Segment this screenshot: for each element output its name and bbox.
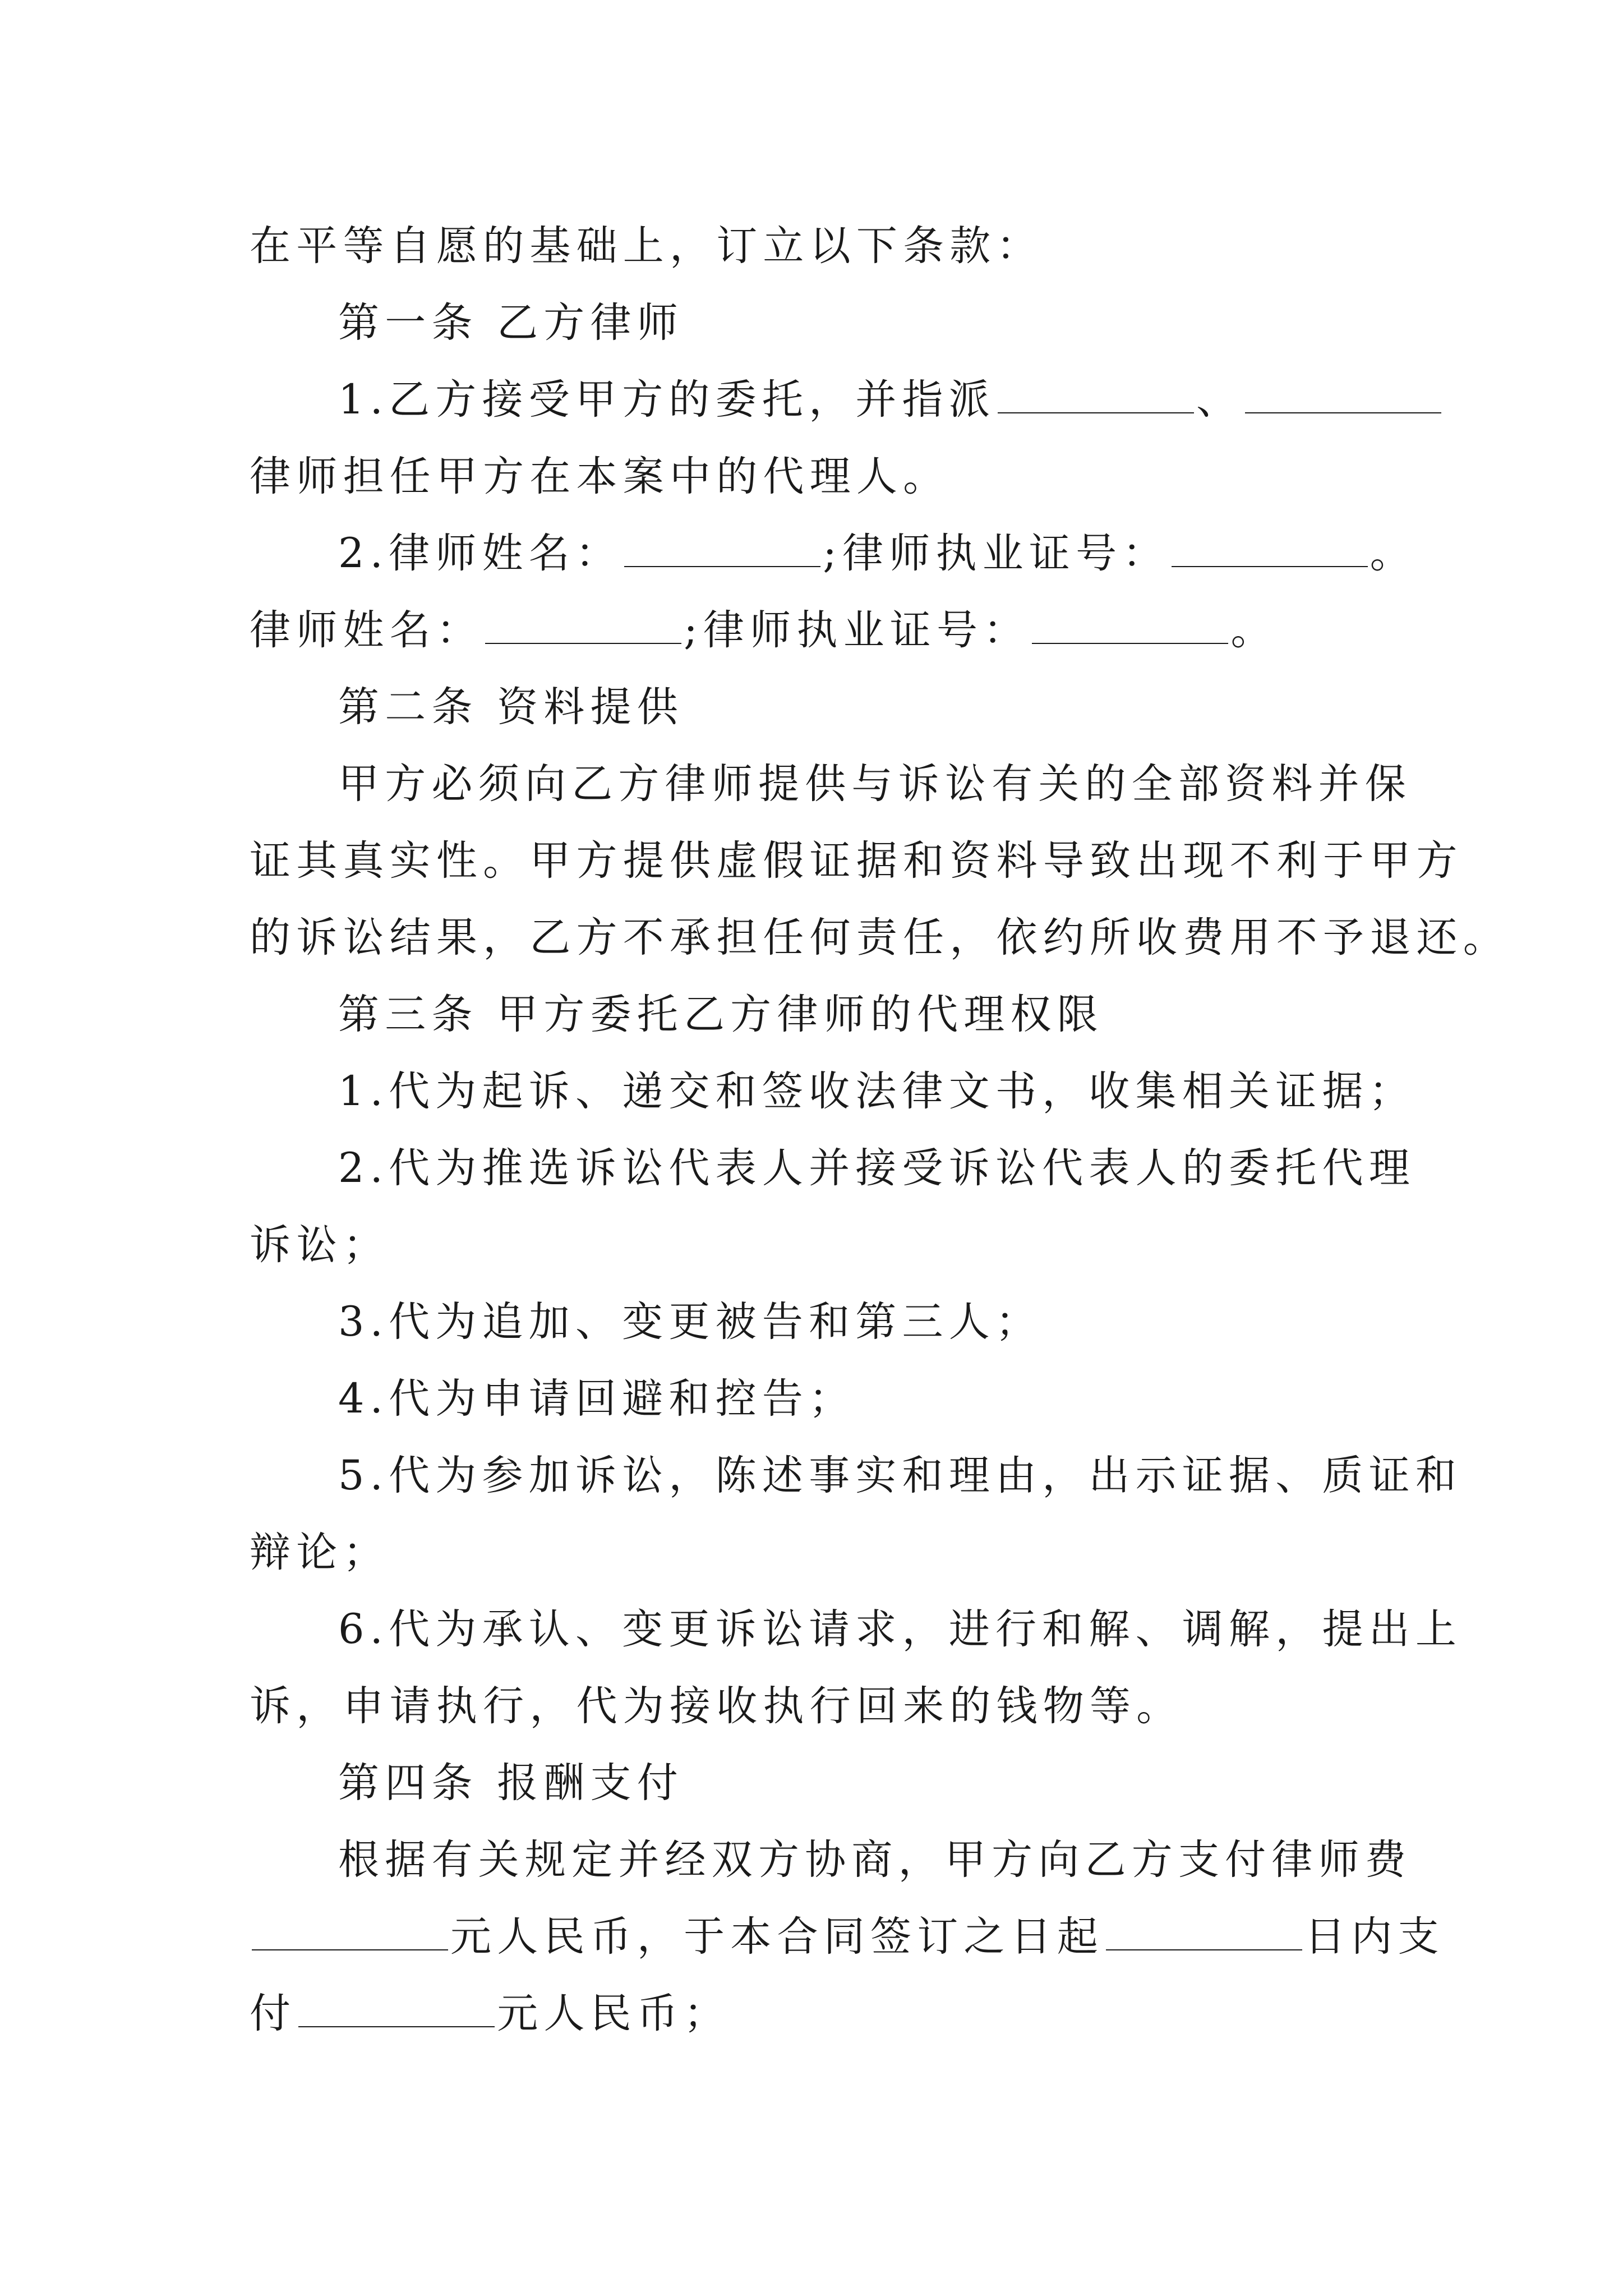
text-line (250, 208, 1388, 284)
text-segment: 2.律师姓名： (338, 530, 623, 577)
article-heading (250, 284, 1388, 361)
text-line (250, 1130, 1415, 1207)
article-heading (250, 976, 1388, 1053)
text-segment: 第三条 甲方委托乙方律师的代理权限 (338, 991, 1104, 1038)
text-segment: 、 (1196, 376, 1243, 424)
text-segment: 第二条 资料提供 (338, 683, 684, 731)
text-segment: 5.代为参加诉讼，陈述事实和理由，出示证据、质证和 (338, 1452, 1463, 1499)
text-segment: 证其真实性。甲方提供虚假证据和资料导致出现不利于甲方 (250, 837, 1463, 885)
fill-blank[interactable] (624, 532, 820, 567)
text-segment: 。 (1370, 530, 1417, 577)
text-segment: 律师姓名： (250, 606, 483, 654)
text-segment: 诉，申请执行，代为接收执行回来的钱物等。 (250, 1682, 1183, 1730)
text-line (250, 1207, 1388, 1283)
text-segment: 的诉讼结果，乙方不承担任何责任，依约所收费用不予退还。 (250, 914, 1510, 961)
text-line (250, 822, 1463, 899)
text-line (250, 1514, 1388, 1591)
text-line (250, 1898, 1445, 1975)
document-page (250, 208, 1510, 2052)
text-segment: 诉讼； (250, 1221, 390, 1269)
text-segment: 第四条 报酬支付 (338, 1759, 684, 1807)
text-segment: 元人民币，于本合同签订之日起 (450, 1913, 1104, 1961)
text-line (250, 1668, 1388, 1745)
text-segment: 4.代为申请回避和控告； (338, 1375, 856, 1423)
fill-blank[interactable] (298, 1993, 495, 2027)
text-segment: 1.代为起诉、递交和签收法律文书，收集相关证据； (338, 1068, 1415, 1115)
text-line (250, 592, 1388, 669)
text-segment: 元人民币； (497, 1990, 731, 2037)
text-line (250, 1437, 1463, 1514)
text-segment: 付 (250, 1990, 297, 2037)
text-segment: 根据有关规定并经双方协商，甲方向乙方支付律师费 (338, 1836, 1412, 1884)
text-segment: 甲方必须向乙方律师提供与诉讼有关的全部资料并保 (338, 760, 1412, 808)
text-line (250, 746, 1412, 822)
text-segment: 第一条 乙方律师 (338, 299, 684, 347)
article-heading (250, 669, 1388, 746)
fill-blank[interactable] (998, 379, 1194, 413)
text-line (250, 1975, 1388, 2052)
text-segment: 律师担任甲方在本案中的代理人。 (250, 453, 950, 500)
fill-blank[interactable] (1172, 532, 1368, 567)
text-segment: 在平等自愿的基础上，订立以下条款： (250, 222, 1043, 270)
text-line (250, 899, 1510, 976)
text-line (250, 1283, 1388, 1360)
text-segment: 6.代为承认、变更诉讼请求，进行和解、调解，提出上 (338, 1605, 1463, 1653)
text-line (250, 1053, 1415, 1130)
text-line (250, 438, 1388, 515)
text-line (250, 1591, 1463, 1668)
fill-blank[interactable] (1032, 609, 1228, 644)
text-line (250, 1821, 1412, 1898)
text-line (250, 515, 1417, 592)
fill-blank[interactable] (1106, 1916, 1302, 1950)
article-heading (250, 1745, 1388, 1821)
text-segment: 。 (1230, 606, 1278, 654)
fill-blank[interactable] (252, 1916, 448, 1950)
text-segment: ;律师执业证号： (823, 530, 1169, 577)
text-segment: 3.代为追加、变更被告和第三人； (338, 1298, 1043, 1346)
text-segment: 辩论； (250, 1529, 390, 1576)
text-line (250, 1360, 1388, 1437)
fill-blank[interactable] (1245, 379, 1441, 413)
text-segment: ;律师执业证号： (684, 606, 1030, 654)
text-segment: 2.代为推选诉讼代表人并接受诉讼代表人的委托代理 (338, 1144, 1415, 1192)
fill-blank[interactable] (485, 609, 681, 644)
text-segment: 日内支 (1304, 1913, 1445, 1961)
text-segment: 1.乙方接受甲方的委托，并指派 (338, 376, 995, 424)
text-line (250, 361, 1388, 438)
